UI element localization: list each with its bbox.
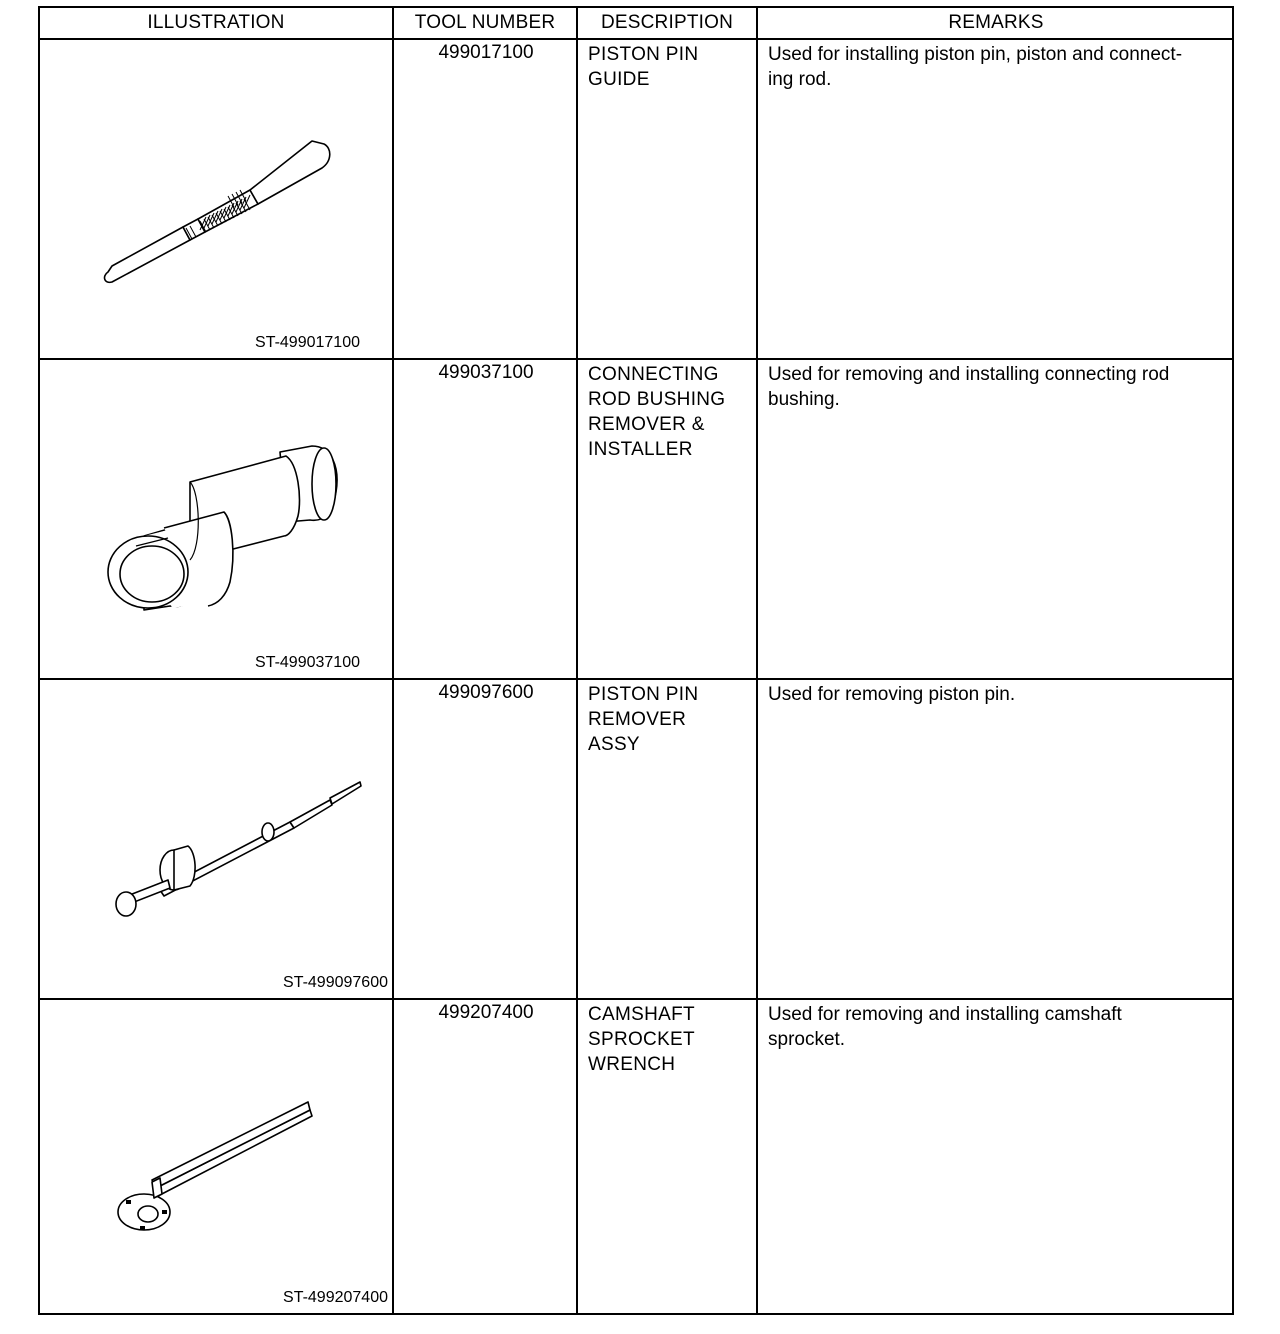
tool-description <box>588 362 758 462</box>
header-illustration: ILLUSTRATION <box>147 12 285 33</box>
table-row <box>40 360 1232 680</box>
tool-remarks <box>768 682 1238 707</box>
tool-number: 499017100 <box>438 42 534 63</box>
illustration-caption: ST-499037100 <box>255 654 360 671</box>
remarks-line: bushing. <box>768 389 840 410</box>
illustration-caption: ST-499207400 <box>283 1289 388 1306</box>
header-description: DESCRIPTION <box>600 12 734 33</box>
camshaft-sprocket-wrench-illustration <box>40 1000 392 1313</box>
description-line: CAMSHAFT <box>588 1004 695 1025</box>
illustration-cell <box>40 360 392 678</box>
tool-number: 499037100 <box>438 362 534 383</box>
description-line: INSTALLER <box>588 439 693 460</box>
description-line: ASSY <box>588 734 640 755</box>
table-row <box>40 680 1232 1000</box>
tool-remarks <box>768 362 1238 412</box>
description-line: ROD BUSHING <box>588 389 726 410</box>
header-remarks: REMARKS <box>948 12 1044 33</box>
description-line: SPROCKET <box>588 1029 695 1050</box>
description-line: REMOVER <box>588 709 687 730</box>
description-line: GUIDE <box>588 69 650 90</box>
illustration-cell <box>40 40 392 358</box>
description-line: CONNECTING <box>588 364 719 385</box>
tool-remarks <box>768 1002 1238 1052</box>
piston-pin-guide-illustration <box>40 40 392 360</box>
piston-pin-remover-illustration <box>40 680 392 1000</box>
bushing-remover-installer-illustration <box>40 360 392 680</box>
tool-description <box>588 682 758 757</box>
tool-description <box>588 1002 758 1077</box>
table-row <box>40 40 1232 360</box>
remarks-line: Used for removing and installing camshaft <box>768 1004 1122 1025</box>
description-line: PISTON PIN <box>588 44 699 65</box>
tool-number: 499097600 <box>438 682 534 703</box>
remarks-line: ing rod. <box>768 69 832 90</box>
tool-remarks <box>768 42 1238 92</box>
remarks-line: Used for removing piston pin. <box>768 684 1016 705</box>
tool-number: 499207400 <box>438 1002 534 1023</box>
remarks-line: Used for installing piston pin, piston and connect- <box>768 44 1183 65</box>
illustration-caption: ST-499017100 <box>255 334 360 351</box>
illustration-caption: ST-499097600 <box>283 974 388 991</box>
tool-description <box>588 42 758 92</box>
remarks-line: Used for removing and installing connecting rod <box>768 364 1170 385</box>
description-line: PISTON PIN <box>588 684 699 705</box>
illustration-cell <box>40 1000 392 1313</box>
table-header-row <box>40 8 1232 40</box>
remarks-line: sprocket. <box>768 1029 846 1050</box>
illustration-cell <box>40 680 392 998</box>
special-tools-table <box>38 6 1234 1315</box>
description-line: REMOVER & <box>588 414 705 435</box>
table-row <box>40 1000 1232 1313</box>
description-line: WRENCH <box>588 1054 676 1075</box>
header-tool-number: TOOL NUMBER <box>414 12 556 33</box>
